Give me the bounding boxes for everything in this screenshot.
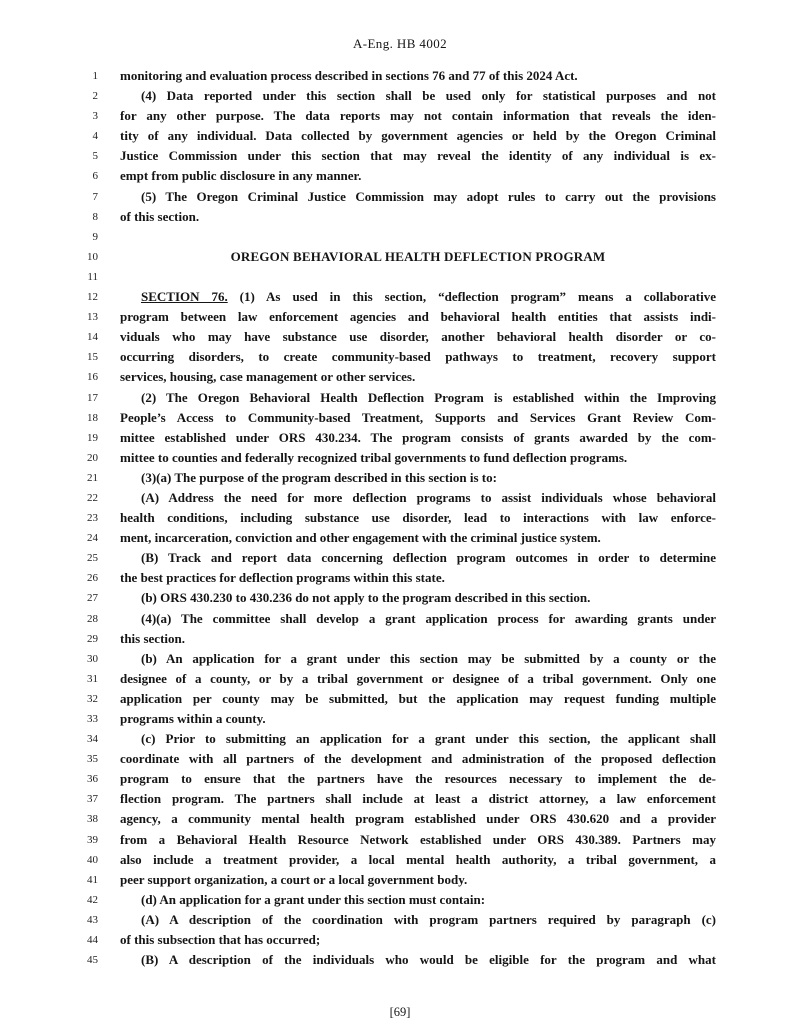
document-line	[72, 448, 716, 468]
document-line	[72, 106, 716, 126]
document-line	[72, 367, 716, 387]
line-number: 45	[87, 954, 98, 967]
line-text	[120, 267, 716, 287]
line-text: (A) A description of the coordination with program partners required by paragraph (c)	[141, 911, 716, 927]
document-line	[72, 669, 716, 689]
document-line	[72, 227, 716, 247]
document-line	[72, 568, 716, 588]
line-text-rest: (1) As used in this section, “deflection program” means a collaborative	[227, 289, 716, 305]
document-line	[72, 890, 716, 910]
line-number: 41	[87, 873, 98, 886]
line-number: 32	[87, 692, 98, 705]
line-text: (d) An application for a grant under this section must contain:	[141, 891, 486, 907]
line-text: health conditions, including substance use disorder, lead to interactions with law enforce-	[120, 510, 716, 526]
document-body	[72, 66, 716, 970]
line-text: (2) The Oregon Behavioral Health Deflection Program is established within the Improving	[141, 389, 716, 405]
line-text: Justice Commission under this section that may reveal the identity of any individual is ex-	[120, 148, 716, 164]
line-number: 20	[87, 451, 98, 464]
line-text: also include a treatment provider, a local mental health authority, a tribal government, a	[120, 851, 716, 867]
document-line	[72, 468, 716, 488]
line-number: 26	[87, 572, 98, 585]
document-line	[72, 870, 716, 890]
line-number: 5	[92, 150, 98, 163]
line-number: 27	[87, 592, 98, 605]
document-line	[72, 126, 716, 146]
line-number: 35	[87, 753, 98, 766]
line-number: 28	[87, 612, 98, 625]
line-number: 44	[87, 934, 98, 947]
document-line	[72, 287, 716, 307]
document-line	[72, 428, 716, 448]
document-line	[72, 830, 716, 850]
line-number: 24	[87, 532, 98, 545]
line-text: agency, a community mental health program established under ORS 430.620 and a provider	[120, 811, 716, 827]
document-line	[72, 86, 716, 106]
line-text: of this subsection that has occurred;	[120, 932, 321, 948]
document-line	[72, 146, 716, 166]
line-number: 11	[87, 270, 98, 283]
line-number: 8	[92, 210, 98, 223]
document-line	[72, 267, 716, 287]
line-text: designee of a county, or by a tribal government or designee of a tribal government. Only one	[120, 670, 716, 686]
document-line	[72, 709, 716, 729]
document-line	[72, 66, 716, 86]
document-line	[72, 910, 716, 930]
line-text: (B) Track and report data concerning deflection program outcomes in order to determine	[141, 550, 716, 566]
line-text: (B) A description of the individuals who would be eligible for the program and what	[141, 952, 716, 968]
line-number: 14	[87, 331, 98, 344]
line-number: 43	[87, 913, 98, 926]
line-text: (4) Data reported under this section shall be used only for statistical purposes and not	[141, 88, 716, 104]
line-number: 29	[87, 632, 98, 645]
line-number: 3	[92, 110, 98, 123]
document-line	[72, 347, 716, 367]
line-text: empt from public disclosure in any manner.	[120, 168, 362, 184]
line-text: viduals who may have substance use disorder, another behavioral health disorder or co-	[120, 329, 716, 345]
document-line	[72, 789, 716, 809]
line-number: 36	[87, 773, 98, 786]
line-text: peer support organization, a court or a local government body.	[120, 871, 468, 887]
page-number: [69]	[389, 1005, 411, 1019]
line-number: 1	[92, 70, 98, 82]
line-text: (4)(a) The committee shall develop a grant application process for awarding grants under	[141, 610, 716, 626]
section-heading: OREGON BEHAVIORAL HEALTH DEFLECTION PROGRAM	[230, 248, 606, 264]
line-number: 30	[87, 652, 98, 665]
line-number: 7	[92, 190, 98, 203]
line-number: 17	[87, 391, 98, 404]
document-line	[72, 307, 716, 327]
line-number: 19	[87, 431, 98, 444]
line-text: programs within a county.	[120, 711, 266, 726]
document-line	[72, 609, 716, 629]
line-text: mittee established under ORS 430.234. The program consists of grants awarded by the com-	[120, 429, 716, 445]
document-line	[72, 528, 716, 548]
line-text: coordinate with all partners of the development and administration of the proposed deflection	[120, 751, 716, 767]
document-line	[72, 809, 716, 829]
document-line	[72, 950, 716, 970]
line-text: application per county may be submitted, but the application may request funding multiple	[120, 690, 716, 706]
line-number: 34	[87, 733, 98, 746]
line-text: ment, incarceration, conviction and other engagement with the criminal justice system.	[120, 530, 601, 546]
line-number: 13	[87, 311, 98, 324]
line-text: (5) The Oregon Criminal Justice Commission may adopt rules to carry out the provisions	[141, 188, 716, 204]
document-line	[72, 548, 716, 568]
line-number: 37	[87, 793, 98, 806]
line-text: flection program. The partners shall include at least a district attorney, a law enforcement	[120, 791, 716, 807]
line-text	[120, 227, 716, 247]
document-line	[72, 408, 716, 428]
line-text: monitoring and evaluation process described in sections 76 and 77 of this 2024 Act.	[120, 68, 578, 83]
line-text	[120, 287, 716, 307]
line-number: 23	[87, 512, 98, 525]
line-text: (b) ORS 430.230 to 430.236 do not apply to the program described in this section.	[141, 590, 591, 606]
section-label: SECTION 76.	[141, 289, 228, 305]
document-line	[72, 488, 716, 508]
document-line	[72, 247, 716, 267]
line-text: for any other purpose. The data reports may not contain information that reveals the iden-	[120, 108, 716, 124]
line-number: 42	[87, 893, 98, 906]
line-text: from a Behavioral Health Resource Network established under ORS 430.389. Partners may	[120, 831, 716, 847]
line-text: People’s Access to Community-based Treatment, Supports and Services Grant Review Com-	[120, 409, 716, 425]
line-text: the best practices for deflection programs within this state.	[120, 570, 445, 586]
line-number: 22	[87, 491, 98, 504]
document-line	[72, 629, 716, 649]
document-line	[72, 388, 716, 408]
line-number: 12	[87, 291, 98, 304]
document-line	[72, 187, 716, 207]
document-line	[72, 850, 716, 870]
line-number: 33	[87, 713, 98, 725]
line-text: (A) Address the need for more deflection programs to assist individuals whose behavioral	[141, 489, 716, 505]
line-number: 15	[87, 351, 98, 364]
document-line	[72, 166, 716, 186]
line-text: (c) Prior to submitting an application for a grant under this section, the applicant shall	[141, 731, 716, 747]
document-line	[72, 729, 716, 749]
line-number: 31	[87, 672, 98, 685]
document-line	[72, 649, 716, 669]
document-line	[72, 769, 716, 789]
line-number: 40	[87, 853, 98, 866]
line-text: program between law enforcement agencies and behavioral health entities that assists indi-	[120, 309, 716, 325]
line-number: 38	[87, 813, 98, 826]
line-text: this section.	[120, 630, 185, 646]
document-line	[72, 588, 716, 608]
line-number: 10	[87, 250, 98, 263]
line-text: tity of any individual. Data collected by government agencies or held by the Oregon Criminal	[120, 128, 716, 144]
line-number: 6	[92, 170, 98, 183]
line-text: mittee to counties and federally recognized tribal governments to fund deflection programs.	[120, 449, 628, 465]
line-text: of this section.	[120, 208, 200, 224]
document-line	[72, 327, 716, 347]
line-number: 21	[87, 471, 98, 484]
line-text: services, housing, case management or other services.	[120, 369, 416, 385]
line-text: occurring disorders, to create community-based pathways to treatment, recovery support	[120, 349, 716, 365]
line-number: 16	[87, 371, 98, 384]
line-text: program to ensure that the partners have the resources necessary to implement the de-	[120, 771, 716, 787]
line-text: (b) An application for a grant under this section may be submitted by a county or the	[141, 650, 716, 666]
document-line	[72, 689, 716, 709]
document-line	[72, 930, 716, 950]
line-number: 4	[92, 130, 98, 143]
line-number: 9	[92, 230, 98, 243]
document-line	[72, 508, 716, 528]
line-number: 25	[87, 552, 98, 565]
line-number: 2	[92, 90, 98, 103]
line-text: (3)(a) The purpose of the program described in this section is to:	[141, 469, 497, 485]
document-header: A-Eng. HB 4002	[352, 36, 448, 51]
line-number: 39	[87, 833, 98, 846]
document-line	[72, 749, 716, 769]
document-line	[72, 207, 716, 227]
line-number: 18	[87, 411, 98, 424]
